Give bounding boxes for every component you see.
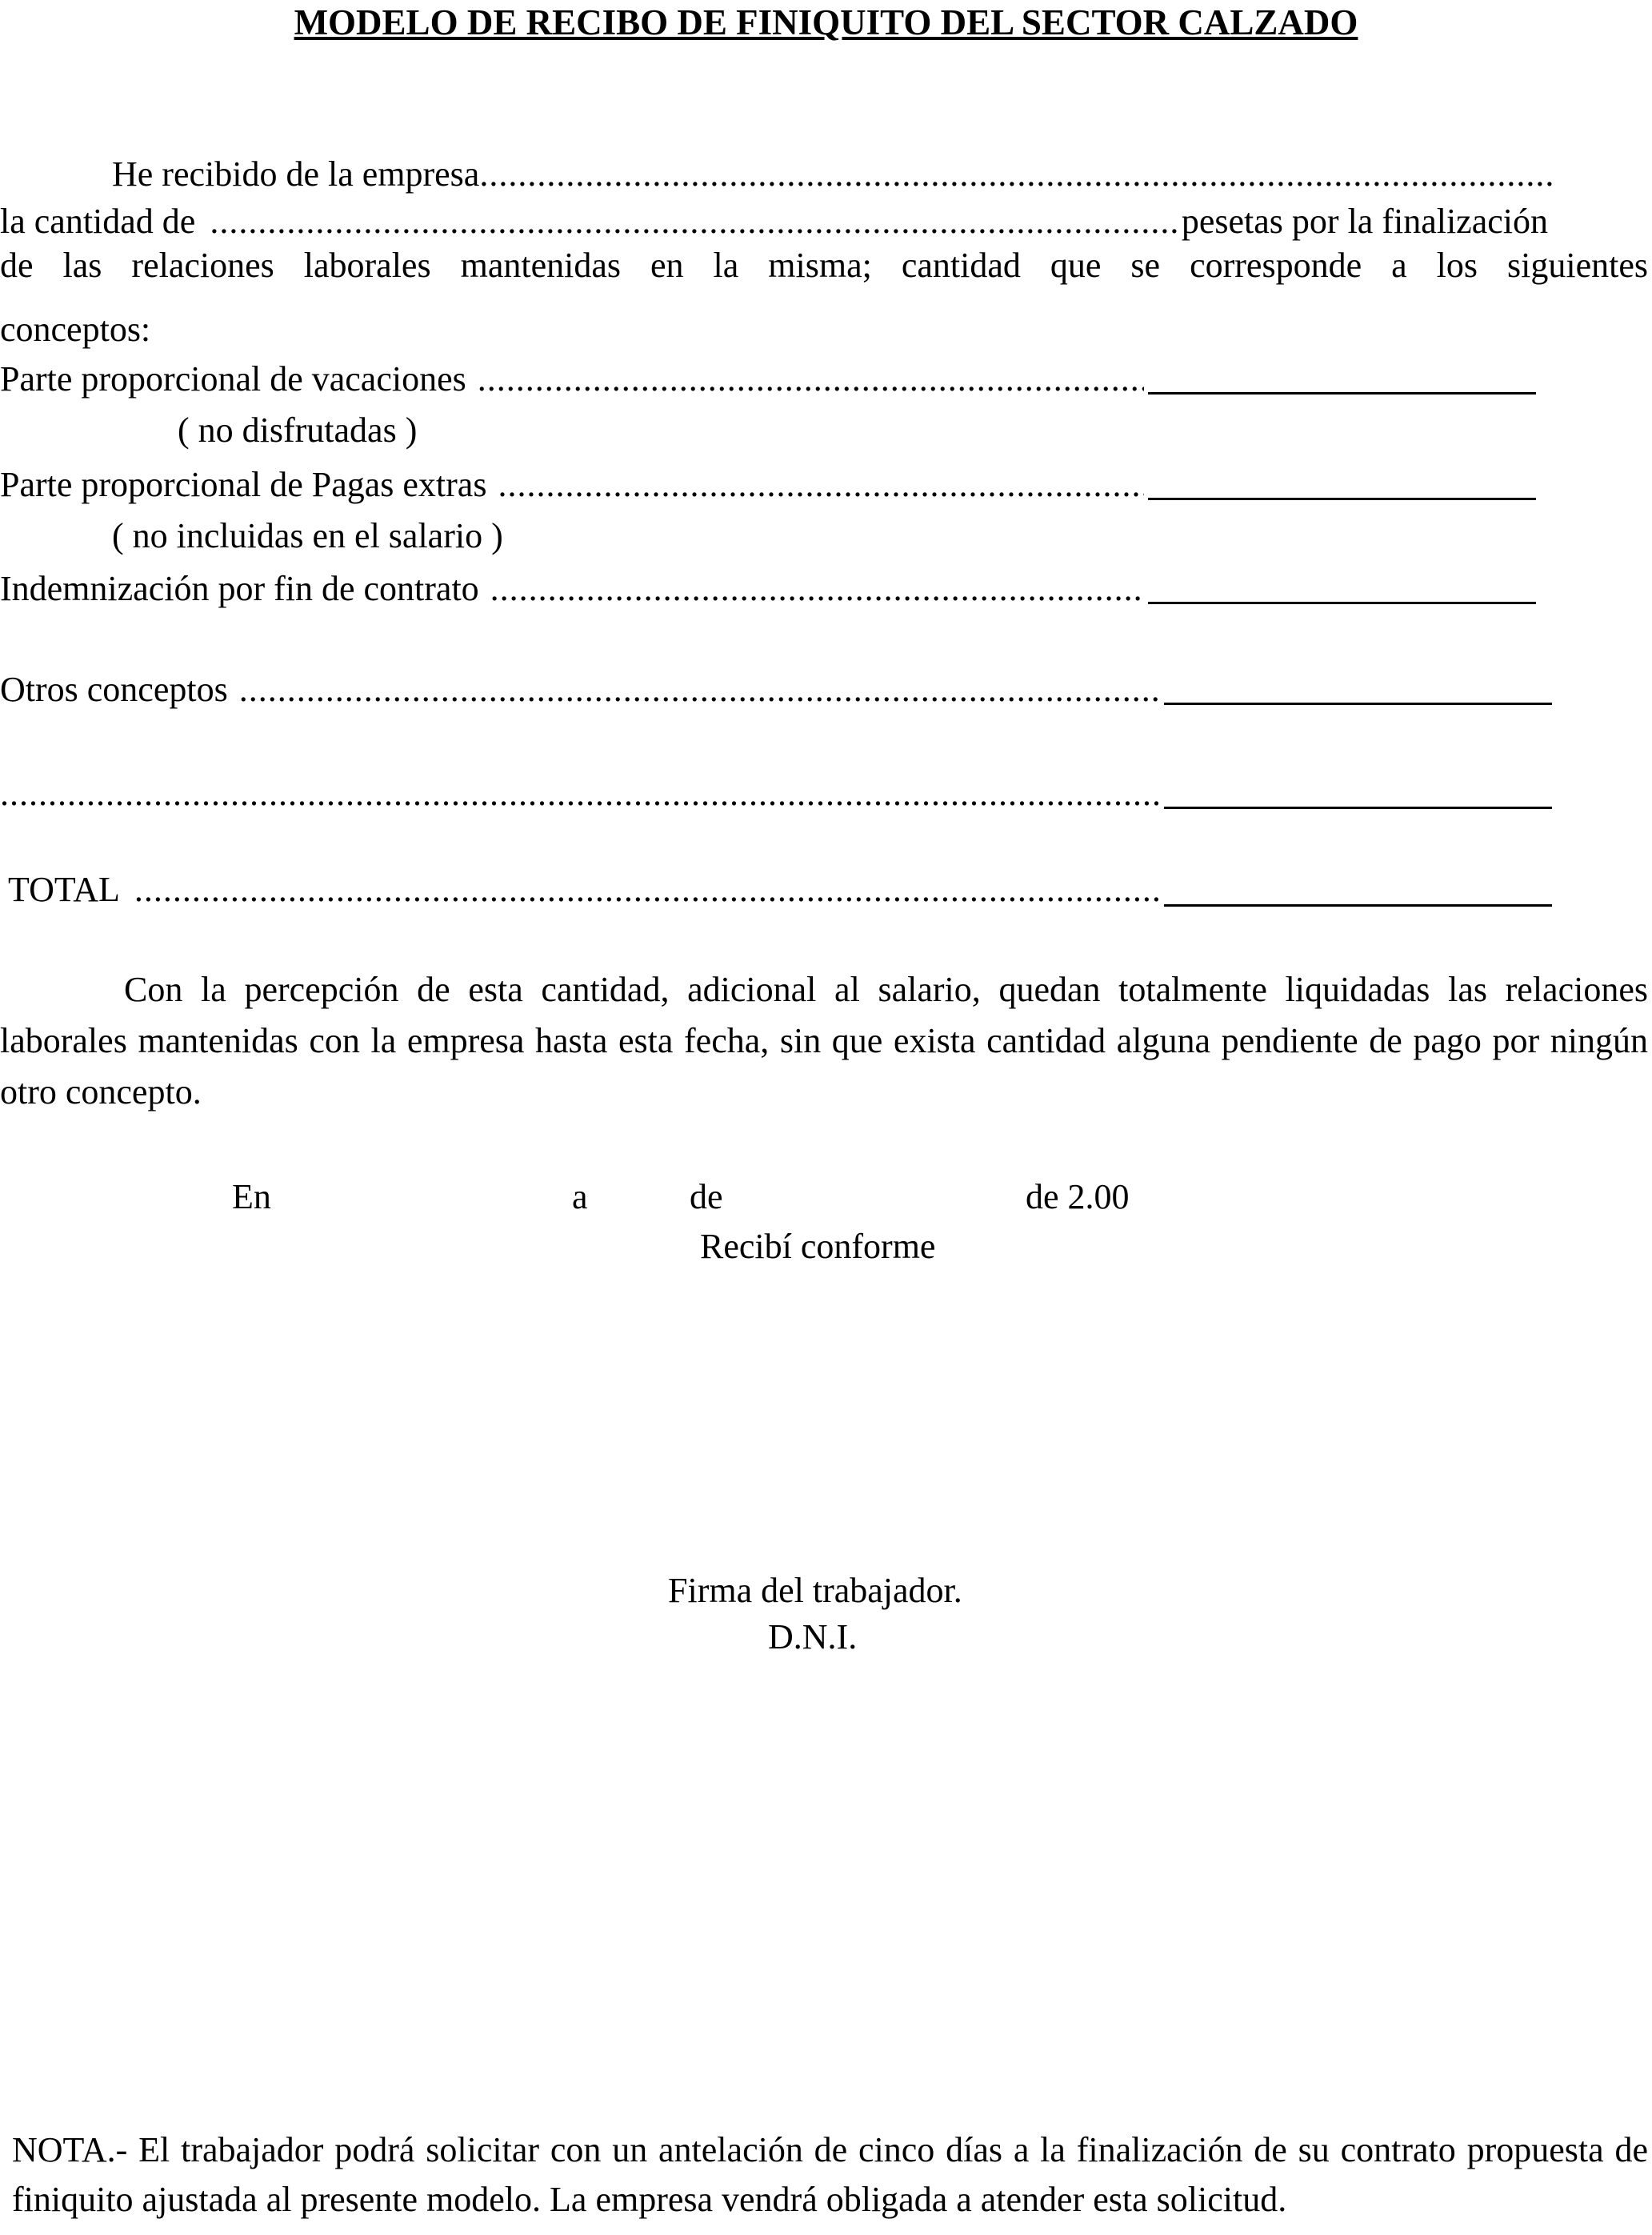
concept-label: Indemnización por fin de contrato (0, 569, 479, 608)
total-blank-line (1164, 904, 1552, 907)
concept-row-blank (0, 776, 1160, 811)
concept-note: ( no incluidas en el salario ) (112, 516, 503, 555)
intro-line-2 (0, 204, 1548, 239)
date-day-label: a (572, 1177, 588, 1216)
amount-suffix: pesetas por la finalización (1181, 202, 1548, 241)
concept-label: Otros conceptos (0, 670, 228, 709)
intro-line-4: conceptos: (0, 310, 151, 349)
concept-dots (498, 467, 1144, 503)
concept-dots (0, 776, 1160, 811)
date-month-label: de (690, 1177, 723, 1216)
intro-line-1 (112, 154, 1552, 194)
concept-label: Parte proporcional de Pagas extras (0, 465, 487, 504)
amount-blank-line (1148, 498, 1536, 500)
date-place-label: En (232, 1177, 271, 1216)
concept-dots (490, 571, 1144, 607)
amount-dotted-field (210, 204, 1182, 239)
amount-blank-line (1148, 392, 1536, 395)
concept-dots (134, 872, 1160, 907)
document-title: MODELO DE RECIBO DE FINIQUITO DEL SECTOR CALZADO (294, 2, 1358, 42)
concept-row-otros (0, 672, 1160, 707)
amount-blank-line (1148, 602, 1536, 604)
concept-dots (478, 362, 1144, 397)
concept-row-total (8, 872, 1160, 907)
dni-label: D.N.I. (768, 1617, 858, 1656)
total-label: TOTAL (8, 870, 120, 909)
received-label: Recibí conforme (700, 1227, 936, 1266)
footer-note: NOTA.- El trabajador podrá solicitar con un antelación de cinco días a la finalización de su contrato propuesta de finiquito ajustada al presente modelo. La empresa vendrá obligada a atender esta solicitud. (12, 2130, 1648, 2219)
signature-label: Firma del trabajador. (668, 1571, 962, 1610)
concept-dots (239, 672, 1160, 707)
company-dotted-field (479, 157, 1552, 192)
intro-line-3: de las relaciones laborales mantenidas en la misma; cantidad que se corresponde a los siguientes (0, 246, 1648, 285)
concept-note: ( no disfrutadas ) (178, 411, 418, 450)
amount-blank-line (1164, 703, 1552, 705)
amount-label: la cantidad de (0, 202, 196, 241)
date-year-label: de 2.00 (1026, 1177, 1130, 1216)
concept-row-indemnizacion (0, 571, 1144, 607)
settlement-paragraph: Con la percepción de esta cantidad, adicional al salario, quedan totalmente liquidadas las relaciones laborales mantenidas con la empresa hasta esta fecha, sin que exista cantidad alguna pendiente de pago por ningún otro concepto. (0, 970, 1648, 1111)
concept-row-pagas (0, 467, 1144, 503)
concept-row-vacaciones (0, 359, 1144, 399)
intro-company-label: He recibido de la empresa (112, 154, 480, 194)
concept-label: Parte proporcional de vacaciones (0, 359, 466, 399)
amount-blank-line (1164, 807, 1552, 809)
